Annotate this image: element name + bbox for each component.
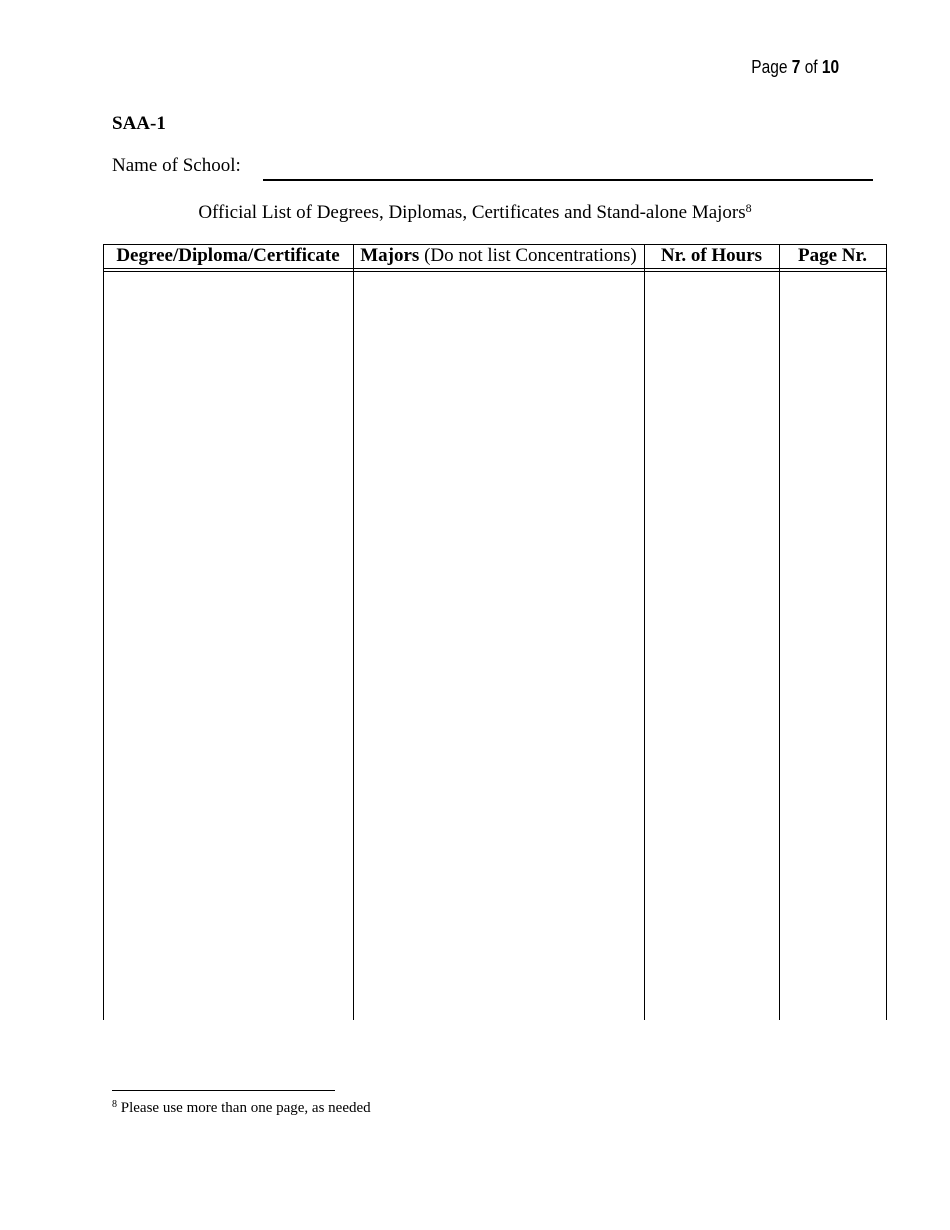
column-divider-3: [779, 244, 780, 1020]
page-prefix: Page: [751, 57, 788, 77]
page-current: 7: [791, 57, 801, 77]
footnote-text: Please use more than one page, as needed: [117, 1100, 371, 1116]
school-name-field[interactable]: [263, 179, 873, 181]
form-id: SAA-1: [112, 113, 166, 134]
footnote: [112, 1100, 371, 1117]
column-header-page-label: Page Nr.: [798, 245, 867, 266]
page-of: of: [804, 57, 818, 77]
header-double-rule-bottom: [103, 271, 887, 272]
footnote-mark: 8: [112, 1099, 117, 1110]
page-total: 10: [821, 57, 839, 77]
column-divider-2: [644, 244, 645, 1020]
document-title: [0, 202, 950, 224]
table-border-left: [103, 244, 104, 1020]
column-header-majors-label: Majors: [360, 245, 420, 266]
column-header-degree: [103, 244, 353, 268]
page-number: [751, 57, 839, 78]
school-name-label: Name of School:: [112, 155, 241, 176]
column-divider-1: [353, 244, 354, 1020]
column-header-degree-label: Degree/Diploma/Certificate: [116, 245, 340, 266]
table-border-right: [886, 244, 887, 1020]
column-header-majors: [353, 244, 644, 268]
column-header-hours: [644, 244, 779, 268]
header-double-rule-top: [103, 268, 887, 269]
footnote-separator: [112, 1090, 335, 1091]
column-header-hours-label: Nr. of Hours: [660, 245, 763, 266]
column-header-page: [779, 244, 886, 268]
degrees-table: [103, 244, 887, 1020]
footnote-reference: 8: [745, 201, 752, 215]
column-header-majors-note: (Do not list Concentrations): [419, 245, 637, 266]
document-title-text: Official List of Degrees, Diplomas, Certificates and Stand-alone Majors: [198, 202, 746, 223]
